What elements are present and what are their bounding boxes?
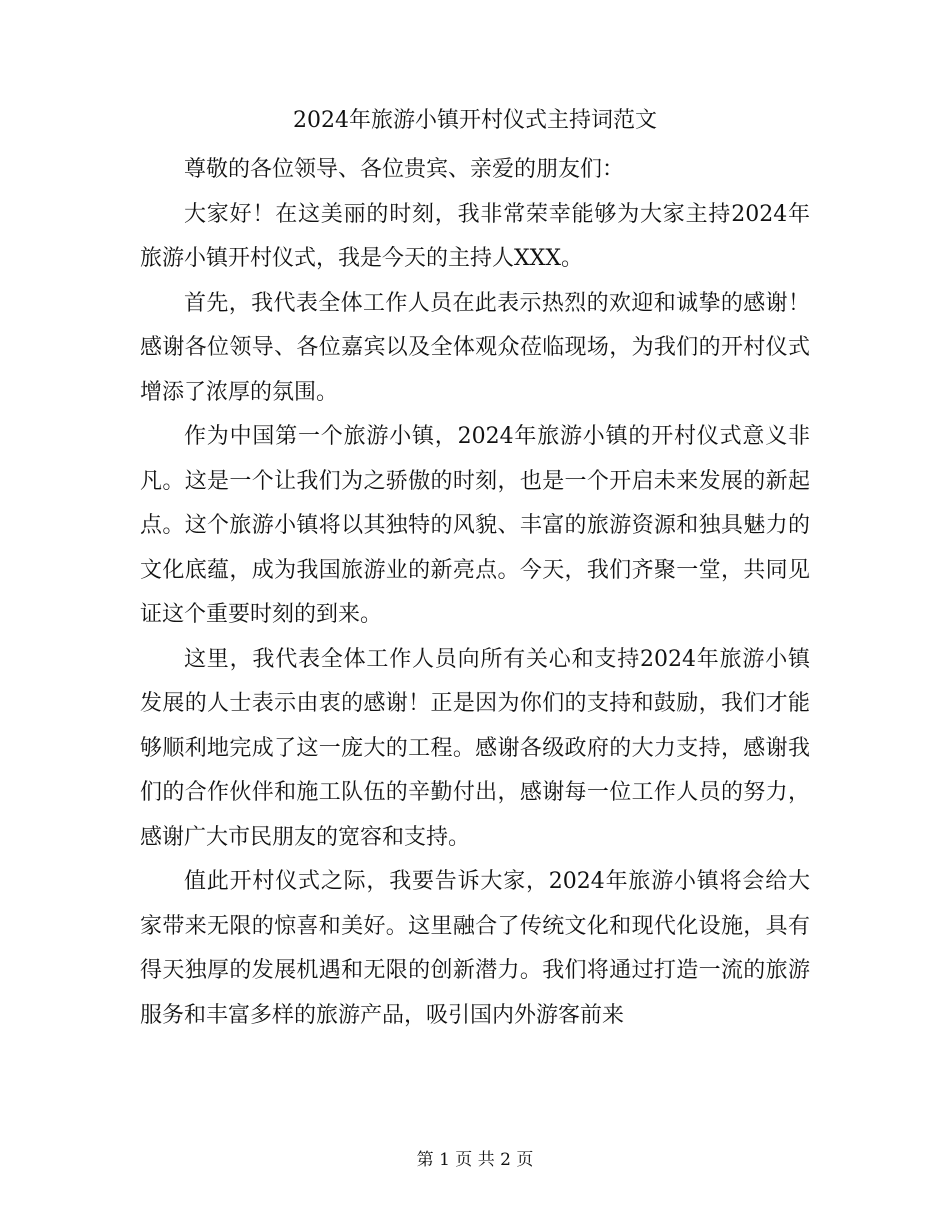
paragraph-outlook: 值此开村仪式之际，我要告诉大家，2024年旅游小镇将会给大家带来无限的惊喜和美好。这里融合了传统文化和现代化设施，具有得天独厚的发展机遇和无限的创新潜力。我们将通过打造一流的旅游服务和丰富多样的旅游产品，吸引国内外游客前来 — [140, 869, 810, 1028]
document-body — [140, 148, 810, 1038]
document-title: 2024年旅游小镇开村仪式主持词范文 — [293, 108, 657, 133]
page-number-footer: 第 1 页 共 2 页 — [416, 1150, 534, 1170]
paragraph-greeting: 大家好！在这美丽的时刻，我非常荣幸能够为大家主持2024年旅游小镇开村仪式，我是今天的主持人XXX。 — [140, 201, 810, 271]
paragraph-thanks: 这里，我代表全体工作人员向所有关心和支持2024年旅游小镇发展的人士表示由衷的感谢！正是因为你们的支持和鼓励，我们才能够顺利地完成了这一庞大的工程。感谢各级政府的大力支持，感谢我们的合作伙伴和施工队伍的辛勤付出，感谢每一位工作人员的努力，感谢广大市民朋友的宽容和支持。 — [140, 646, 810, 850]
paragraph-significance: 作为中国第一个旅游小镇，2024年旅游小镇的开村仪式意义非凡。这是一个让我们为之骄傲的时刻，也是一个开启未来发展的新起点。这个旅游小镇将以其独特的风貌、丰富的旅游资源和独具魅力的文化底蕴，成为我国旅游业的新亮点。今天，我们齐聚一堂，共同见证这个重要时刻的到来。 — [140, 424, 810, 627]
paragraph-salutation: 尊敬的各位领导、各位贵宾、亲爱的朋友们： — [184, 157, 625, 182]
paragraph-welcome: 首先，我代表全体工作人员在此表示热烈的欢迎和诚挚的感谢！感谢各位领导、各位嘉宾以及全体观众莅临现场，为我们的开村仪式增添了浓厚的氛围。 — [140, 290, 810, 405]
